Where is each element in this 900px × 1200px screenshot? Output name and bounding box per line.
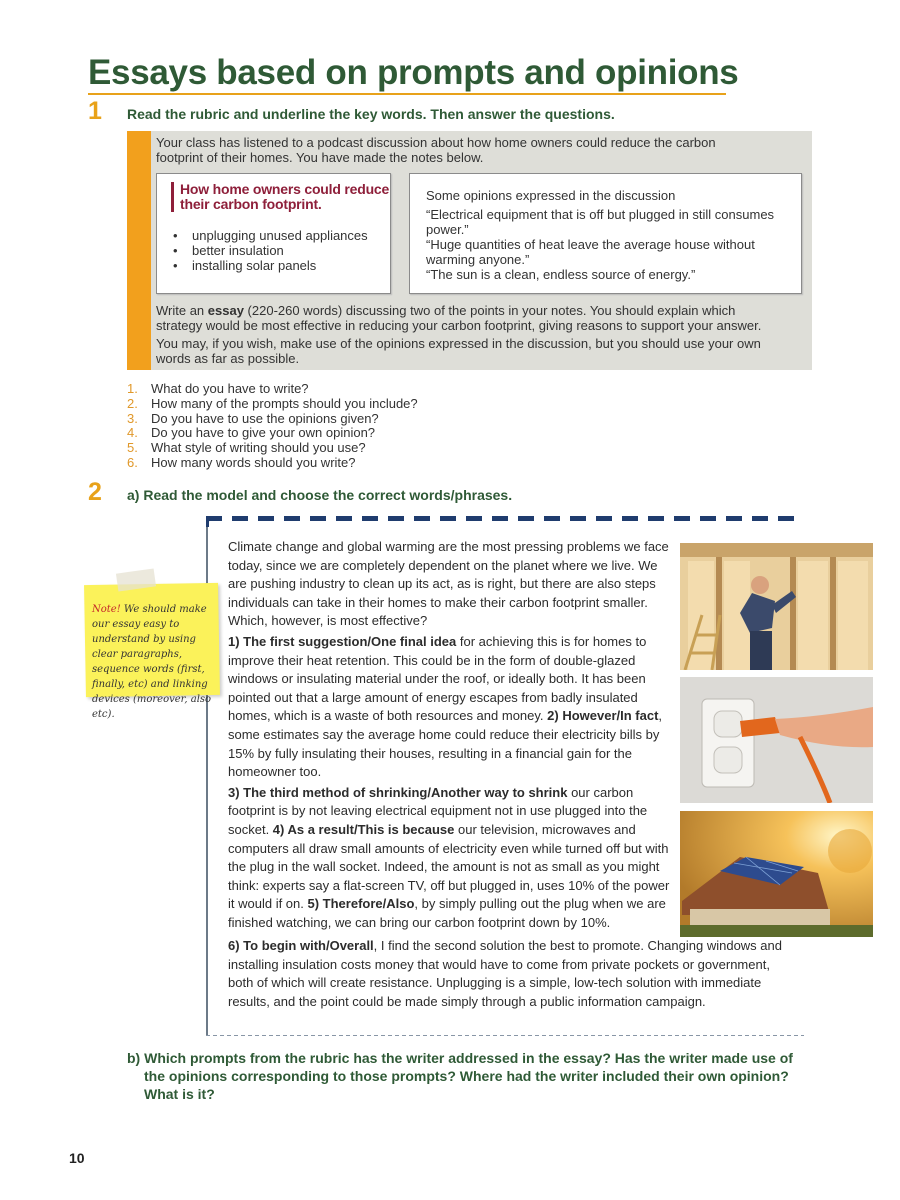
solar-panels-photo (680, 811, 873, 937)
essay-paragraph-2: 1) The first suggestion/One final idea for achieving this is for homes to improve their heat retention. This could be in the form of double-glazed windows or insulating material under the roof, or ideally both. It has been pointed out that a large amount of energy escapes from badly insulated homes, which is a waste of both resources and money. 2) However/In fact, some estimates say the average home could reduce their electricity bills by 15% by fully insulating their houses, resulting in a financial gain for the homeowner too. (228, 633, 663, 780)
exercise-2a-instruction: a) Read the model and choose the correct words/phrases. (127, 487, 513, 503)
exercise-2b-line-3: What is it? (144, 1086, 215, 1102)
rubric-accent-bar (127, 131, 151, 370)
opinion-line: “The sun is a clean, endless source of energy.” (426, 267, 696, 282)
essay-paragraph-3: 3) The third method of shrinking/Another way to shrink our carbon footprint is by not leaving electrical equipment not in use plugged into the socket. 4) As a result/This is because our television, microwaves and computers all draw small amounts of electricity even while turned off but with the plug in the wall socket. Indeed, the amount is not as small as you might think: experts say a flat-screen TV, off but plugged in, uses 10% of the power it would if on. 5) Therefore/Also, by simply pulling out the plug when we are finished watching, we can bring our carbon footprint down by 10%. (228, 784, 670, 930)
option-4[interactable]: 4) As a result/This is because (272, 821, 455, 837)
title-underline (88, 93, 726, 95)
task-line-3: You may, if you wish, make use of the opinions expressed in the discussion, but you should use your own (156, 336, 761, 351)
exercise-2b-line-1: b) Which prompts from the rubric has the writer addressed in the essay? Has the writer made use of (127, 1050, 793, 1066)
notes-heading-line-1: How home owners could reduce (180, 181, 390, 197)
model-essay (228, 538, 678, 934)
question-item: 2. How many of the prompts should you include? (127, 395, 418, 411)
option-5[interactable]: 5) Therefore/Also (307, 896, 415, 912)
model-essay-conclusion (228, 937, 793, 1013)
essay-paragraph-4: 6) To begin with/Overall, I find the second solution the best to promote. Changing windows and installing insulation costs money that would have to come from private pockets or government, both of which will create resistance. Unplugging is a simple, low-tech solution with immediate results, and the point could be made simply through a public information campaign. (228, 938, 782, 1009)
exercise-2b-instruction (127, 1049, 817, 1103)
option-2[interactable]: 2) However/In fact (547, 708, 659, 724)
rubric-intro-line-2: footprint of their homes. You have made the notes below. (156, 150, 484, 165)
task-line-2: strategy would be most effective in reducing your carbon footprint, giving reasons to support your answer. (156, 318, 762, 333)
exercise-2-number: 2 (88, 478, 102, 506)
exercise-1-number: 1 (88, 97, 102, 125)
essay-paragraph-1: Climate change and global warming are the most pressing problems we face today, since we are completely dependent on the planet where we live. We are pushing industry to clean up its act, as is right, but there are also steps individuals can take in their homes to make their carbon footprint smaller. Which, however, is most effective? (228, 539, 669, 629)
question-item: 3. Do you have to use the opinions given? (127, 410, 379, 426)
page-number: 10 (69, 1150, 85, 1166)
insulation-photo (680, 543, 873, 670)
question-item: 5. What style of writing should you use? (127, 440, 366, 456)
question-item: 6. How many words should you write? (127, 454, 356, 470)
unplugging-photo (680, 677, 873, 803)
opinions-heading: Some opinions expressed in the discussion (426, 188, 676, 203)
option-1[interactable]: 1) The first suggestion/One final idea (228, 633, 457, 649)
notes-heading (171, 182, 390, 212)
notes-heading-line-2: their carbon footprint. (180, 196, 322, 212)
opinion-line: power.” (426, 222, 469, 237)
opinion-line: warming anyone.” (426, 252, 530, 267)
question-list (127, 382, 418, 471)
option-6[interactable]: 6) To begin with/Overall (228, 938, 374, 953)
opinion-line: “Electrical equipment that is off but plugged in still consumes (426, 207, 775, 222)
rubric-intro-line-1: Your class has listened to a podcast discussion about how home owners could reduce the carbon (156, 135, 716, 150)
option-3[interactable]: 3) The third method of shrinking/Another way to shrink (228, 784, 568, 800)
sticky-note-text: Note! We should make our essay easy to understand by using clear paragraphs, sequence words (first, finally, etc) and linking devices (moreover, also etc). (92, 604, 212, 720)
notes-bullet: • installing solar panels (173, 258, 317, 273)
notes-bullet: • better insulation (173, 243, 284, 258)
task-line-1: Write an essay (220-260 words) discussing two of the points in your notes. You should explain which (156, 303, 736, 318)
frame-bottom-dashes (206, 1035, 804, 1036)
opinion-line: “Huge quantities of heat leave the average house without (426, 237, 755, 252)
exercise-2b-line-2: the opinions corresponding to those prompts? Where had the writer included their own opinion? (144, 1068, 789, 1084)
question-item: 1. What do you have to write? (127, 381, 309, 396)
exercise-1-instruction: Read the rubric and underline the key words. Then answer the questions. (127, 106, 615, 122)
notes-bullet: • unplugging unused appliances (173, 228, 368, 243)
page-title: Essays based on prompts and opinions (88, 53, 739, 92)
notes-bullet-list (171, 228, 368, 273)
frame-corner (206, 516, 217, 527)
frame-top-dashes (206, 516, 804, 521)
question-item: 4. Do you have to give your own opinion? (127, 425, 376, 441)
task-line-4: words as far as possible. (156, 351, 300, 366)
